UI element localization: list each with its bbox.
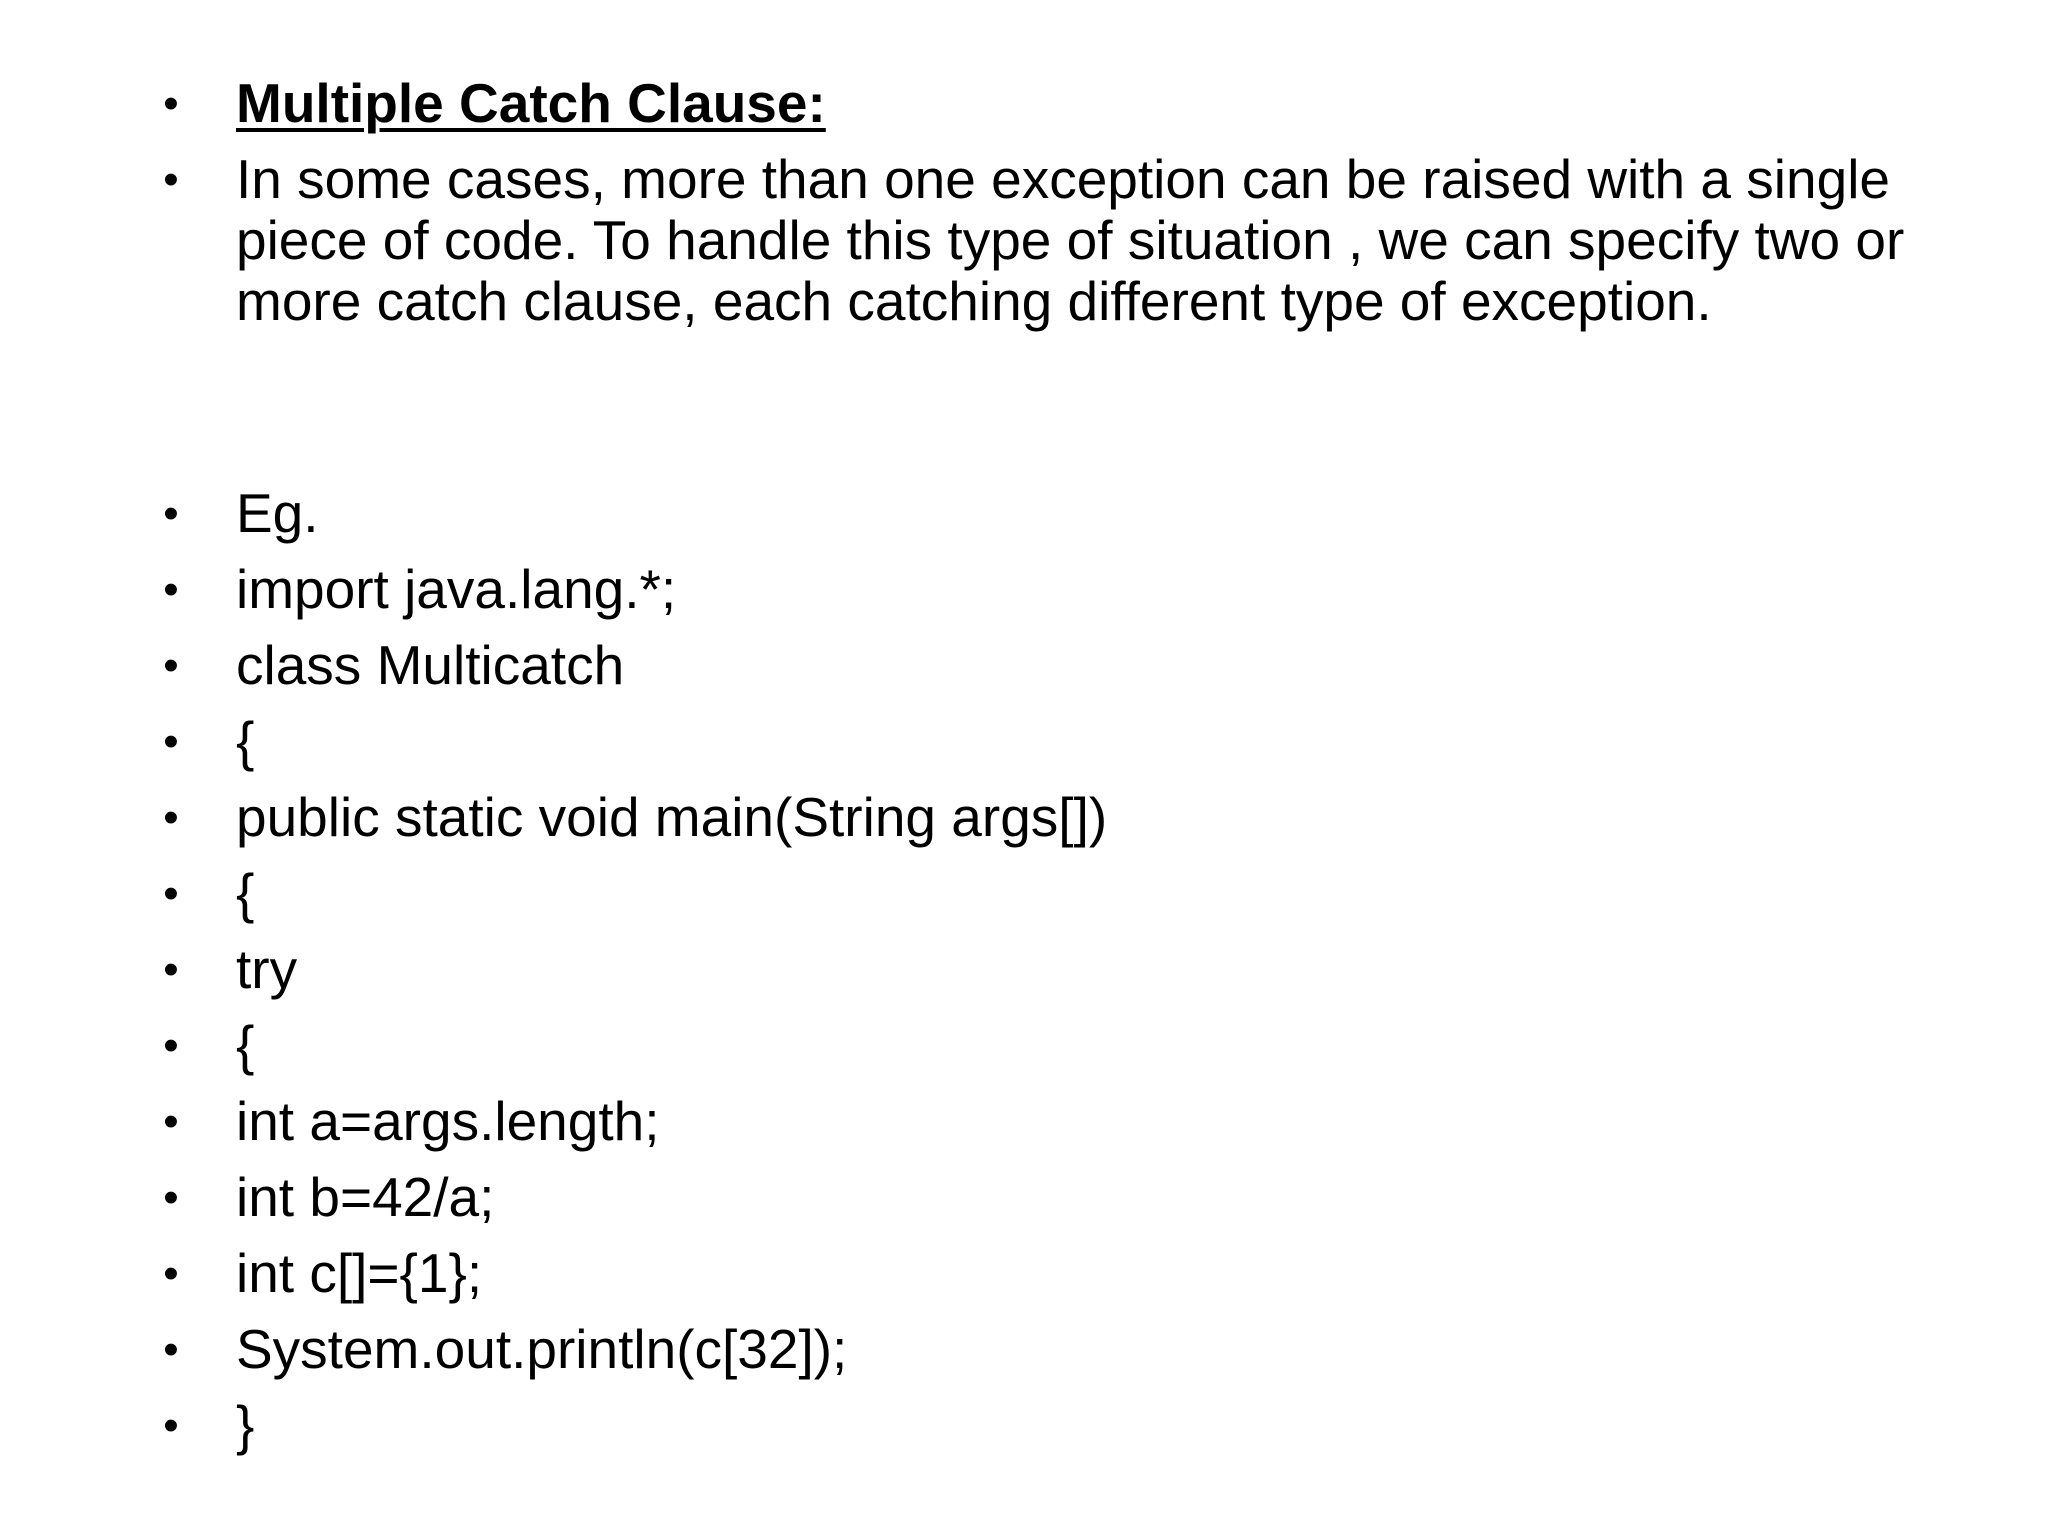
code-line-text: int c[]={1}; bbox=[236, 1242, 483, 1304]
code-line-text: Eg. bbox=[236, 482, 319, 544]
bullet-dot: • bbox=[163, 717, 179, 766]
code-line-text: public static void main(String args[]) bbox=[236, 786, 1108, 848]
bullet-dot: • bbox=[163, 155, 179, 204]
code-line-text: { bbox=[236, 1014, 255, 1076]
code-line-text: import java.lang.*; bbox=[236, 558, 677, 620]
bullet-dot: • bbox=[163, 489, 179, 538]
bullet-dot: • bbox=[163, 79, 179, 128]
bullet-dot: • bbox=[163, 641, 179, 690]
code-line-text: int b=42/a; bbox=[236, 1166, 495, 1228]
bullet-dot: • bbox=[163, 565, 179, 614]
code-line-text: try bbox=[236, 938, 298, 1000]
slide-heading: Multiple Catch Clause: bbox=[236, 72, 826, 134]
intro-paragraph: In some cases, more than one exception can be raised with a single piece of code. To handle this type of situation , we can specify two or more catch clause, each catching different type of exception. bbox=[236, 148, 1905, 332]
code-line-text: { bbox=[236, 862, 255, 924]
bullet-dot: • bbox=[163, 1325, 179, 1374]
bullet-dot: • bbox=[163, 1097, 179, 1146]
bullet-dot: • bbox=[163, 1249, 179, 1298]
code-line-text: { bbox=[236, 710, 255, 772]
code-line-text: System.out.println(c[32]); bbox=[236, 1318, 848, 1380]
bullet-dot: • bbox=[163, 793, 179, 842]
bullet-dot: • bbox=[163, 1173, 179, 1222]
bullet-dot: • bbox=[163, 869, 179, 918]
bullet-dot: • bbox=[163, 1401, 179, 1450]
code-line-text: } bbox=[236, 1394, 255, 1456]
code-line-text: int a=args.length; bbox=[236, 1090, 660, 1152]
bullet-dot: • bbox=[163, 1021, 179, 1070]
code-line-text: class Multicatch bbox=[236, 634, 625, 696]
bullet-dot: • bbox=[163, 945, 179, 994]
